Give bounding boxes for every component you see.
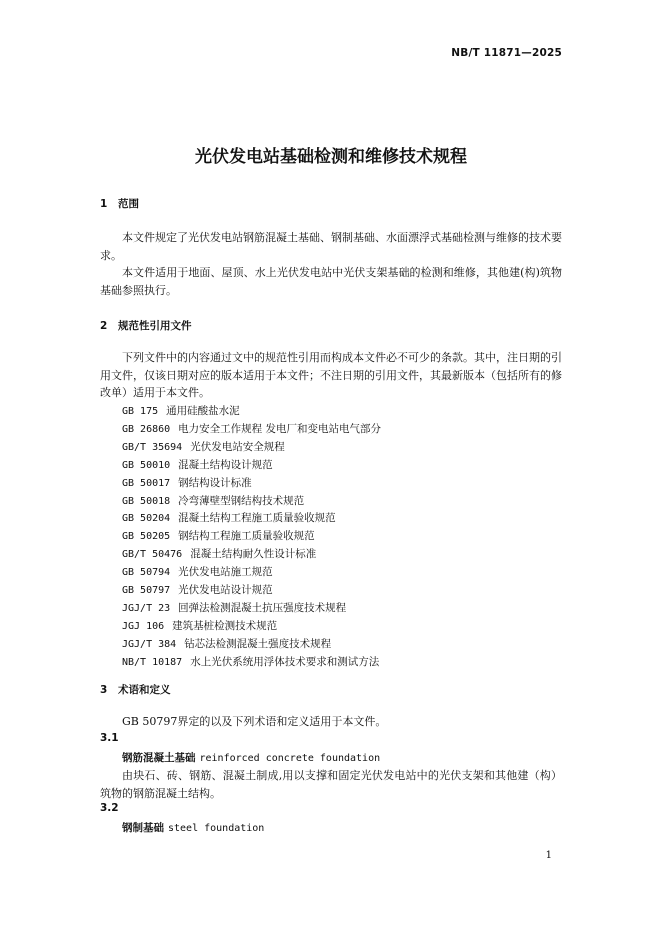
reference-item — [122, 564, 381, 582]
term-number: 3.1 — [100, 732, 119, 744]
reference-item — [122, 439, 381, 457]
term-name — [122, 820, 264, 835]
section-title: 术语和定义 — [118, 684, 171, 696]
reference-code: GB 50205 — [122, 531, 171, 543]
reference-name: 电力安全工作规程 发电厂和变电站电气部分 — [178, 422, 382, 435]
reference-code: JGJ/T 23 — [122, 602, 171, 614]
term-name — [122, 750, 380, 765]
reference-code: GB 50204 — [122, 513, 171, 525]
section-title: 范围 — [118, 198, 139, 210]
reference-item — [122, 582, 381, 600]
reference-item — [122, 600, 381, 618]
reference-name: 通用硅酸盐水泥 — [166, 405, 240, 417]
reference-item — [122, 546, 381, 564]
reference-code: GB 50010 — [122, 459, 171, 471]
term-definition: 由块石、砖、钢筋、混凝土制成,用以支撑和固定光伏发电站中的光伏支架和其他建（构）筑物的钢筋混凝土结构。 — [100, 769, 562, 800]
reference-code: GB 26860 — [122, 423, 171, 435]
section-heading-normative-refs — [100, 318, 192, 333]
reference-item — [122, 493, 381, 511]
reference-code: GB 50017 — [122, 477, 171, 489]
reference-list — [122, 403, 381, 672]
reference-code: GB/T 35694 — [122, 441, 183, 453]
reference-name: 光伏发电站设计规范 — [178, 584, 273, 597]
reference-name: 回弹法检测混凝土抗压强度技术规程 — [178, 601, 347, 614]
reference-item — [122, 636, 381, 654]
reference-item — [122, 510, 381, 528]
section-number: 2 — [100, 320, 108, 332]
normative-refs-intro: 下列文件中的内容通过文中的规范性引用而构成本文件必不可少的条款。其中，注日期的引用文件，仅该日期对应的版本适用于本文件；不注日期的引用文件，其最新版本（包括所有的修改单）适用于本文件。 — [100, 351, 562, 399]
term-number: 3.2 — [100, 802, 119, 814]
reference-code: GB 50018 — [122, 495, 171, 507]
reference-name: 水上光伏系统用浮体技术要求和测试方法 — [190, 655, 380, 668]
reference-code: JGJ/T 384 — [122, 638, 177, 650]
reference-code: JGJ 106 — [122, 620, 165, 632]
document-title: 光伏发电站基础检测和维修技术规程 — [195, 147, 467, 167]
reference-name: 钢结构设计标准 — [178, 476, 252, 489]
reference-name: 光伏发电站安全规程 — [190, 440, 285, 453]
reference-code: GB 175 — [122, 406, 159, 417]
terms-intro: GB 50797界定的以及下列术语和定义适用于本文件。 — [122, 715, 387, 728]
reference-item — [122, 457, 381, 475]
term-name-en: reinforced concrete foundation — [199, 753, 381, 764]
reference-name: 建筑基桩检测技术规范 — [172, 619, 278, 632]
reference-code: NB/T 10187 — [122, 656, 183, 668]
reference-name: 冷弯薄壁型钢结构技术规范 — [178, 494, 305, 507]
term-name-en: steel foundation — [168, 823, 265, 834]
scope-paragraph-2: 本文件适用于地面、屋顶、水上光伏发电站中光伏支架基础的检测和维修，其他建(构)筑物基础参照执行。 — [100, 266, 562, 297]
reference-item — [122, 403, 381, 421]
reference-name: 光伏发电站施工规范 — [178, 566, 273, 579]
reference-name: 混凝土结构工程施工质量验收规范 — [178, 512, 336, 525]
reference-item — [122, 421, 381, 439]
section-number: 1 — [100, 198, 108, 210]
page-number: 1 — [545, 850, 552, 861]
term-name-zh: 钢筋混凝土基础 — [122, 752, 196, 764]
section-title: 规范性引用文件 — [118, 320, 192, 332]
reference-code: GB/T 50476 — [122, 549, 183, 561]
section-number: 3 — [100, 684, 108, 696]
reference-name: 混凝土结构耐久性设计标准 — [190, 548, 317, 561]
reference-name: 混凝土结构设计规范 — [178, 458, 273, 471]
scope-paragraph-1: 本文件规定了光伏发电站钢筋混凝土基础、钢制基础、水面漂浮式基础检测与维修的技术要求。 — [100, 231, 562, 262]
reference-name: 钢结构工程施工质量验收规范 — [178, 530, 315, 543]
reference-item — [122, 528, 381, 546]
section-heading-terms — [100, 682, 171, 697]
reference-code: GB 50794 — [122, 567, 171, 579]
standard-code: NB/T 11871—2025 — [451, 47, 562, 59]
section-heading-scope — [100, 196, 139, 211]
reference-code: GB 50797 — [122, 585, 171, 597]
reference-item — [122, 475, 381, 493]
reference-name: 钻芯法检测混凝土强度技术规程 — [184, 637, 332, 650]
reference-item — [122, 654, 381, 672]
reference-item — [122, 618, 381, 636]
term-name-zh: 钢制基础 — [122, 822, 164, 834]
